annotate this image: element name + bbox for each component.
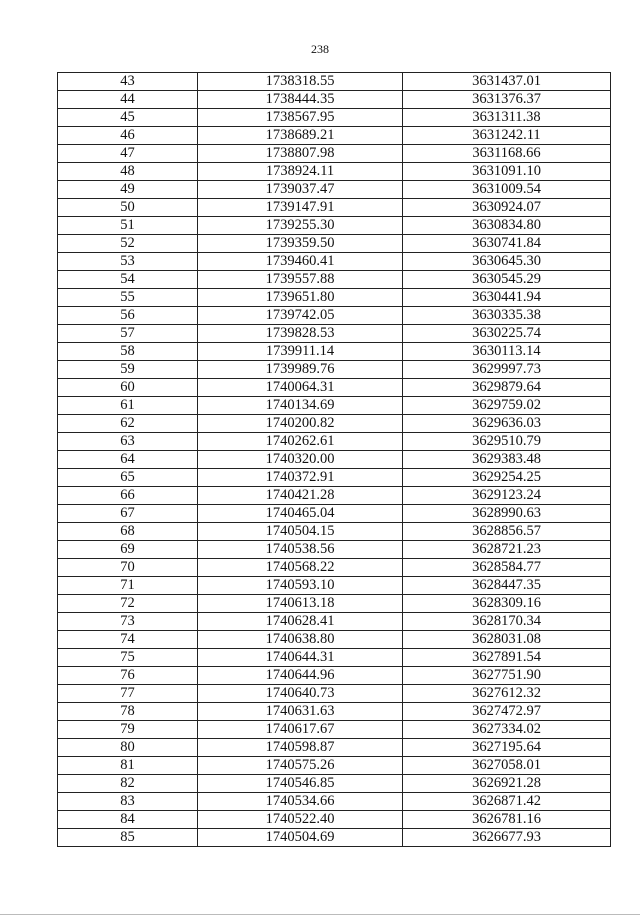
- y-coordinate-cell: 3630113.14: [403, 343, 611, 361]
- point-number-cell: 54: [58, 271, 198, 289]
- x-coordinate-cell: 1738567.95: [198, 109, 403, 127]
- y-coordinate-cell: 3628170.34: [403, 613, 611, 631]
- y-coordinate-cell: 3630834.80: [403, 217, 611, 235]
- y-coordinate-cell: 3626677.93: [403, 829, 611, 847]
- table-row: [58, 505, 611, 523]
- point-number-cell: 68: [58, 523, 198, 541]
- y-coordinate-cell: 3627334.02: [403, 721, 611, 739]
- table-row: [58, 829, 611, 847]
- coordinates-table: [57, 72, 611, 847]
- x-coordinate-cell: 1740064.31: [198, 379, 403, 397]
- point-number-cell: 84: [58, 811, 198, 829]
- table-row: [58, 757, 611, 775]
- point-number-cell: 62: [58, 415, 198, 433]
- y-coordinate-cell: 3631168.66: [403, 145, 611, 163]
- point-number-cell: 60: [58, 379, 198, 397]
- point-number-cell: 81: [58, 757, 198, 775]
- x-coordinate-cell: 1740628.41: [198, 613, 403, 631]
- x-coordinate-cell: 1740522.40: [198, 811, 403, 829]
- y-coordinate-cell: 3631009.54: [403, 181, 611, 199]
- x-coordinate-cell: 1740538.56: [198, 541, 403, 559]
- table-row: [58, 775, 611, 793]
- x-coordinate-cell: 1740638.80: [198, 631, 403, 649]
- x-coordinate-cell: 1739911.14: [198, 343, 403, 361]
- y-coordinate-cell: 3628584.77: [403, 559, 611, 577]
- x-coordinate-cell: 1740504.15: [198, 523, 403, 541]
- x-coordinate-cell: 1738444.35: [198, 91, 403, 109]
- y-coordinate-cell: 3626871.42: [403, 793, 611, 811]
- point-number-cell: 56: [58, 307, 198, 325]
- point-number-cell: 61: [58, 397, 198, 415]
- point-number-cell: 44: [58, 91, 198, 109]
- x-coordinate-cell: 1739989.76: [198, 361, 403, 379]
- page-number: 238: [311, 42, 329, 56]
- x-coordinate-cell: 1740546.85: [198, 775, 403, 793]
- table-row: [58, 73, 611, 91]
- x-coordinate-cell: 1738807.98: [198, 145, 403, 163]
- y-coordinate-cell: 3627751.90: [403, 667, 611, 685]
- y-coordinate-cell: 3627195.64: [403, 739, 611, 757]
- x-coordinate-cell: 1740134.69: [198, 397, 403, 415]
- table-row: [58, 199, 611, 217]
- point-number-cell: 73: [58, 613, 198, 631]
- y-coordinate-cell: 3626921.28: [403, 775, 611, 793]
- y-coordinate-cell: 3628309.16: [403, 595, 611, 613]
- table-row: [58, 541, 611, 559]
- y-coordinate-cell: 3630225.74: [403, 325, 611, 343]
- y-coordinate-cell: 3628856.57: [403, 523, 611, 541]
- y-coordinate-cell: 3626781.16: [403, 811, 611, 829]
- table-row: [58, 379, 611, 397]
- y-coordinate-cell: 3631437.01: [403, 73, 611, 91]
- point-number-cell: 65: [58, 469, 198, 487]
- point-number-cell: 45: [58, 109, 198, 127]
- y-coordinate-cell: 3629123.24: [403, 487, 611, 505]
- x-coordinate-cell: 1739828.53: [198, 325, 403, 343]
- point-number-cell: 71: [58, 577, 198, 595]
- x-coordinate-cell: 1739147.91: [198, 199, 403, 217]
- y-coordinate-cell: 3630441.94: [403, 289, 611, 307]
- table-row: [58, 181, 611, 199]
- point-number-cell: 59: [58, 361, 198, 379]
- x-coordinate-cell: 1740593.10: [198, 577, 403, 595]
- x-coordinate-cell: 1740372.91: [198, 469, 403, 487]
- table-row: [58, 721, 611, 739]
- point-number-cell: 46: [58, 127, 198, 145]
- y-coordinate-cell: 3627612.32: [403, 685, 611, 703]
- point-number-cell: 58: [58, 343, 198, 361]
- x-coordinate-cell: 1740504.69: [198, 829, 403, 847]
- x-coordinate-cell: 1740575.26: [198, 757, 403, 775]
- x-coordinate-cell: 1739359.50: [198, 235, 403, 253]
- table-row: [58, 343, 611, 361]
- table-row: [58, 109, 611, 127]
- y-coordinate-cell: 3630924.07: [403, 199, 611, 217]
- y-coordinate-cell: 3630545.29: [403, 271, 611, 289]
- table-row: [58, 793, 611, 811]
- y-coordinate-cell: 3628031.08: [403, 631, 611, 649]
- y-coordinate-cell: 3627058.01: [403, 757, 611, 775]
- point-number-cell: 77: [58, 685, 198, 703]
- point-number-cell: 63: [58, 433, 198, 451]
- x-coordinate-cell: 1740465.04: [198, 505, 403, 523]
- point-number-cell: 43: [58, 73, 198, 91]
- table-row: [58, 523, 611, 541]
- x-coordinate-cell: 1739557.88: [198, 271, 403, 289]
- y-coordinate-cell: 3631311.38: [403, 109, 611, 127]
- point-number-cell: 57: [58, 325, 198, 343]
- point-number-cell: 50: [58, 199, 198, 217]
- x-coordinate-cell: 1740640.73: [198, 685, 403, 703]
- x-coordinate-cell: 1738924.11: [198, 163, 403, 181]
- point-number-cell: 79: [58, 721, 198, 739]
- x-coordinate-cell: 1738318.55: [198, 73, 403, 91]
- y-coordinate-cell: 3629254.25: [403, 469, 611, 487]
- table-row: [58, 271, 611, 289]
- y-coordinate-cell: 3628447.35: [403, 577, 611, 595]
- x-coordinate-cell: 1740644.31: [198, 649, 403, 667]
- table-row: [58, 361, 611, 379]
- point-number-cell: 83: [58, 793, 198, 811]
- table-row: [58, 451, 611, 469]
- table-row: [58, 487, 611, 505]
- table-row: [58, 307, 611, 325]
- y-coordinate-cell: 3630335.38: [403, 307, 611, 325]
- y-coordinate-cell: 3630741.84: [403, 235, 611, 253]
- table-row: [58, 649, 611, 667]
- table-row: [58, 811, 611, 829]
- x-coordinate-cell: 1740568.22: [198, 559, 403, 577]
- x-coordinate-cell: 1740200.82: [198, 415, 403, 433]
- table-row: [58, 91, 611, 109]
- x-coordinate-cell: 1740534.66: [198, 793, 403, 811]
- point-number-cell: 70: [58, 559, 198, 577]
- table-row: [58, 217, 611, 235]
- table-row: [58, 253, 611, 271]
- table-row: [58, 163, 611, 181]
- table-row: [58, 739, 611, 757]
- table-row: [58, 595, 611, 613]
- y-coordinate-cell: 3629383.48: [403, 451, 611, 469]
- y-coordinate-cell: 3627472.97: [403, 703, 611, 721]
- point-number-cell: 69: [58, 541, 198, 559]
- y-coordinate-cell: 3628990.63: [403, 505, 611, 523]
- y-coordinate-cell: 3629636.03: [403, 415, 611, 433]
- table-row: [58, 289, 611, 307]
- page-bottom-edge: [0, 914, 640, 915]
- point-number-cell: 48: [58, 163, 198, 181]
- point-number-cell: 47: [58, 145, 198, 163]
- x-coordinate-cell: 1738689.21: [198, 127, 403, 145]
- point-number-cell: 76: [58, 667, 198, 685]
- table-row: [58, 469, 611, 487]
- x-coordinate-cell: 1740631.63: [198, 703, 403, 721]
- x-coordinate-cell: 1740644.96: [198, 667, 403, 685]
- point-number-cell: 82: [58, 775, 198, 793]
- point-number-cell: 66: [58, 487, 198, 505]
- table-row: [58, 577, 611, 595]
- y-coordinate-cell: 3630645.30: [403, 253, 611, 271]
- x-coordinate-cell: 1740617.67: [198, 721, 403, 739]
- table-row: [58, 685, 611, 703]
- table-row: [58, 415, 611, 433]
- point-number-cell: 74: [58, 631, 198, 649]
- x-coordinate-cell: 1740421.28: [198, 487, 403, 505]
- point-number-cell: 78: [58, 703, 198, 721]
- point-number-cell: 51: [58, 217, 198, 235]
- x-coordinate-cell: 1739255.30: [198, 217, 403, 235]
- point-number-cell: 80: [58, 739, 198, 757]
- table-row: [58, 235, 611, 253]
- y-coordinate-cell: 3629879.64: [403, 379, 611, 397]
- table-row: [58, 559, 611, 577]
- y-coordinate-cell: 3631376.37: [403, 91, 611, 109]
- table-row: [58, 667, 611, 685]
- point-number-cell: 67: [58, 505, 198, 523]
- table-row: [58, 127, 611, 145]
- y-coordinate-cell: 3631242.11: [403, 127, 611, 145]
- table-row: [58, 433, 611, 451]
- table-row: [58, 397, 611, 415]
- y-coordinate-cell: 3628721.23: [403, 541, 611, 559]
- x-coordinate-cell: 1740613.18: [198, 595, 403, 613]
- y-coordinate-cell: 3631091.10: [403, 163, 611, 181]
- coordinates-table-body: [58, 73, 611, 847]
- x-coordinate-cell: 1740598.87: [198, 739, 403, 757]
- y-coordinate-cell: 3629997.73: [403, 361, 611, 379]
- y-coordinate-cell: 3627891.54: [403, 649, 611, 667]
- table-row: [58, 145, 611, 163]
- point-number-cell: 85: [58, 829, 198, 847]
- x-coordinate-cell: 1739037.47: [198, 181, 403, 199]
- point-number-cell: 49: [58, 181, 198, 199]
- table-row: [58, 325, 611, 343]
- table-row: [58, 631, 611, 649]
- point-number-cell: 75: [58, 649, 198, 667]
- point-number-cell: 64: [58, 451, 198, 469]
- point-number-cell: 53: [58, 253, 198, 271]
- y-coordinate-cell: 3629759.02: [403, 397, 611, 415]
- point-number-cell: 72: [58, 595, 198, 613]
- x-coordinate-cell: 1740262.61: [198, 433, 403, 451]
- x-coordinate-cell: 1739742.05: [198, 307, 403, 325]
- x-coordinate-cell: 1739460.41: [198, 253, 403, 271]
- x-coordinate-cell: 1740320.00: [198, 451, 403, 469]
- table-row: [58, 613, 611, 631]
- table-row: [58, 703, 611, 721]
- x-coordinate-cell: 1739651.80: [198, 289, 403, 307]
- y-coordinate-cell: 3629510.79: [403, 433, 611, 451]
- point-number-cell: 52: [58, 235, 198, 253]
- point-number-cell: 55: [58, 289, 198, 307]
